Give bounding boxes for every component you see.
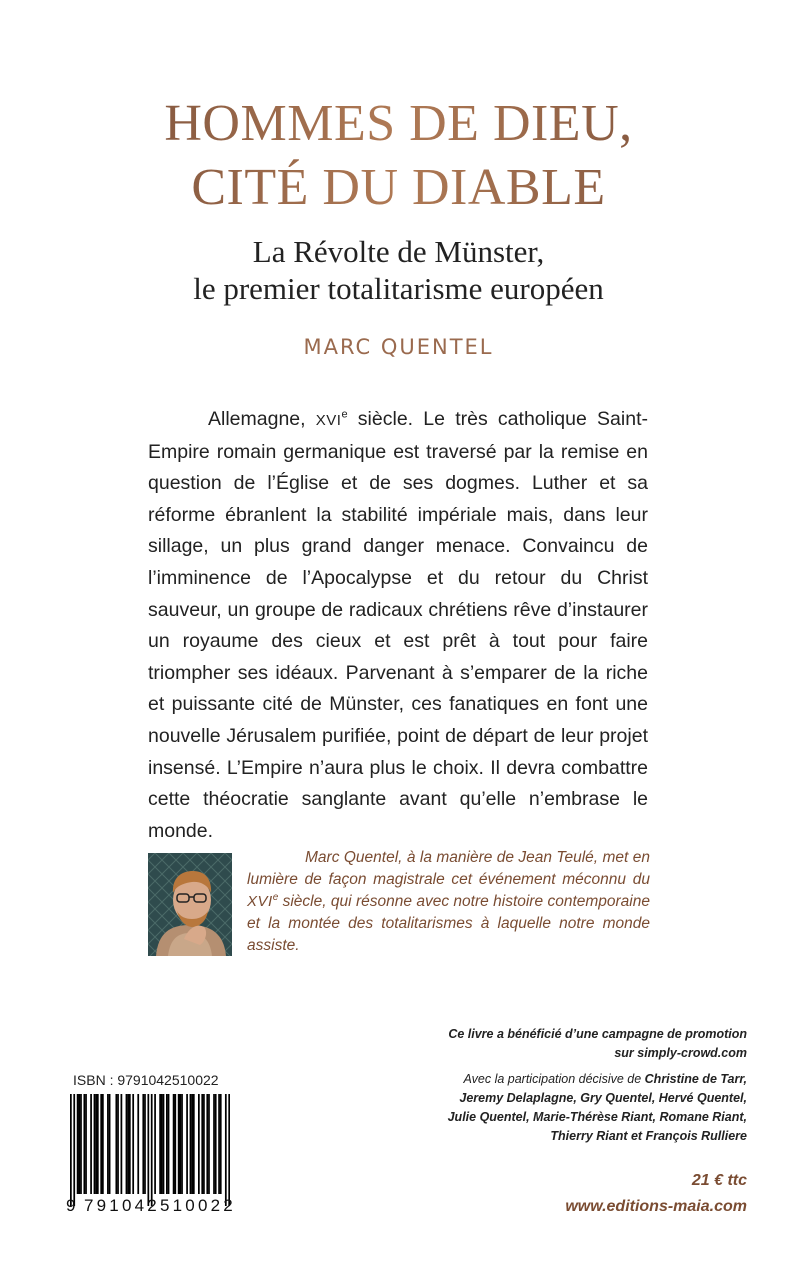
review-quote xyxy=(247,847,650,957)
barcode-bar xyxy=(220,1094,222,1194)
barcode-bar xyxy=(107,1094,109,1194)
barcode-bar xyxy=(129,1094,131,1194)
promotion-line-2: sur simply-crowd.com xyxy=(614,1046,747,1060)
barcode-bar xyxy=(95,1094,97,1194)
blurb-century: XVI xyxy=(315,412,342,429)
barcode-bar xyxy=(144,1094,146,1194)
barcode-bar xyxy=(70,1094,72,1206)
barcode-digit-lead: 9 xyxy=(66,1196,76,1215)
barcode-bar xyxy=(159,1094,161,1194)
barcode-bar xyxy=(151,1094,153,1206)
barcode-bar xyxy=(178,1094,180,1194)
barcode-digit-group-1: 791042 xyxy=(84,1196,160,1215)
barcode-bar xyxy=(203,1094,205,1194)
isbn-label: ISBN : 9791042510022 xyxy=(73,1072,219,1088)
credits-line-2 xyxy=(367,1089,747,1108)
credits-line-4 xyxy=(367,1127,747,1146)
barcode-bar xyxy=(78,1094,80,1194)
promotion-line-1: Ce livre a bénéficié d’une campagne de promotion xyxy=(448,1027,747,1041)
barcode-bar xyxy=(215,1094,217,1194)
book-title-line-2: CITÉ DU DIABLE xyxy=(0,158,797,218)
barcode-bar xyxy=(213,1094,215,1194)
barcode-bar xyxy=(154,1094,156,1194)
barcode-bar xyxy=(97,1094,99,1194)
barcode-bar xyxy=(126,1094,128,1194)
barcode-bar xyxy=(190,1094,192,1194)
credits-names-2: Jeremy Delaplagne, Gry Quentel, Hervé Quentel, xyxy=(459,1091,747,1105)
barcode-bar xyxy=(198,1094,200,1194)
barcode-bar xyxy=(174,1094,176,1194)
barcode-bar xyxy=(191,1094,193,1194)
blurb-text-start: Allemagne, xyxy=(208,408,316,430)
credits xyxy=(367,1070,747,1146)
barcode-bar xyxy=(166,1094,168,1194)
barcode-bar xyxy=(132,1094,134,1194)
quote-century-suffix: e xyxy=(272,891,279,903)
barcode-bar xyxy=(225,1094,227,1206)
barcode-bar xyxy=(173,1094,175,1194)
barcode-bar xyxy=(147,1094,149,1206)
barcode-bar xyxy=(179,1094,181,1194)
barcode-bar xyxy=(73,1094,75,1206)
barcode-bar xyxy=(168,1094,170,1194)
book-subtitle-line-1: La Révolte de Münster, xyxy=(252,234,545,269)
barcode-bar xyxy=(142,1094,144,1194)
barcode-bar xyxy=(208,1094,210,1194)
publisher-website: www.editions-maia.com xyxy=(565,1198,747,1215)
credits-names-4: Thierry Riant et François Rulliere xyxy=(550,1129,747,1143)
barcode-bar xyxy=(161,1094,163,1194)
barcode-digit-group-2: 510022 xyxy=(160,1196,236,1215)
barcode-bar xyxy=(206,1094,208,1194)
blurb-text-rest: siècle. Le très catholique Saint-Empire romain germanique est traversé par la remise en question de l’Église et de ses dogmes. Luther et sa réforme ébranlent la stabilité impériale mais, dans leur sillage, un plus grand danger menace. Convaincu de l’imminence de l’Apocalypse et du retour du Christ sauveur, un groupe de radicaux chrétiens rêve d’instaurer un royaume des cieux et est prêt à tout pour faire triompher ses idéaux. Parvenant à s’emparer de la riche et puissante cité de Münster, ces fanatiques en font une nouvelle Jérusalem purifiée, point de départ de leur projet insensé. L’Empire n’aura plus le choix. Il devra combattre cette théocratie sanglante avant qu’elle n’embrase le monde. xyxy=(148,408,648,842)
barcode-bar xyxy=(77,1094,79,1194)
barcode-bar xyxy=(80,1094,82,1194)
barcode-bar xyxy=(83,1094,85,1194)
book-subtitle-line-2: le premier totalitarisme européen xyxy=(193,271,604,306)
quote-century: XVI xyxy=(247,893,273,910)
blurb-century-suffix: e xyxy=(341,408,348,421)
barcode-bar xyxy=(85,1094,87,1194)
barcode-bar xyxy=(109,1094,111,1194)
barcode-bar xyxy=(193,1094,195,1194)
barcode-bar xyxy=(201,1094,203,1194)
barcode-bar xyxy=(94,1094,96,1194)
credits-intro: Avec la participation décisive de xyxy=(463,1072,645,1086)
barcode-bar xyxy=(218,1094,220,1194)
credits-names-1: Christine de Tarr, xyxy=(644,1072,747,1086)
quote-text-rest: siècle, qui résonne avec notre histoire contemporaine et la montée des totalitarismes à laquelle notre monde assiste. xyxy=(247,893,650,954)
back-cover-blurb xyxy=(148,404,648,847)
book-title-line-1: HOMMES DE DIEU, xyxy=(0,94,797,154)
barcode-bar xyxy=(186,1094,188,1194)
price: 21 € ttc xyxy=(691,1172,747,1189)
barcode-bar xyxy=(115,1094,117,1194)
credits-line-3 xyxy=(367,1108,747,1127)
author-photo xyxy=(148,853,232,956)
barcode-bar xyxy=(90,1094,92,1194)
barcode-bar xyxy=(121,1094,123,1194)
quote-text-start: Marc Quentel, à la manière de Jean Teulé, met en lumière de façon magistrale cet événement méconnu du xyxy=(247,849,650,888)
credits-names-3: Julie Quentel, Marie-Thérèse Riant, Romane Riant, xyxy=(447,1110,747,1124)
barcode-bar xyxy=(127,1094,129,1194)
promotion-note xyxy=(367,1025,747,1063)
credits-line-1 xyxy=(367,1070,747,1089)
barcode-bar xyxy=(163,1094,165,1194)
barcode xyxy=(70,1094,230,1210)
barcode-bar xyxy=(100,1094,102,1194)
barcode-bar xyxy=(181,1094,183,1194)
barcode-bar xyxy=(102,1094,104,1194)
barcode-bar xyxy=(228,1094,230,1206)
barcode-bar xyxy=(137,1094,139,1194)
barcode-bar xyxy=(117,1094,119,1194)
author-name: MARC QUENTEL xyxy=(303,335,494,359)
